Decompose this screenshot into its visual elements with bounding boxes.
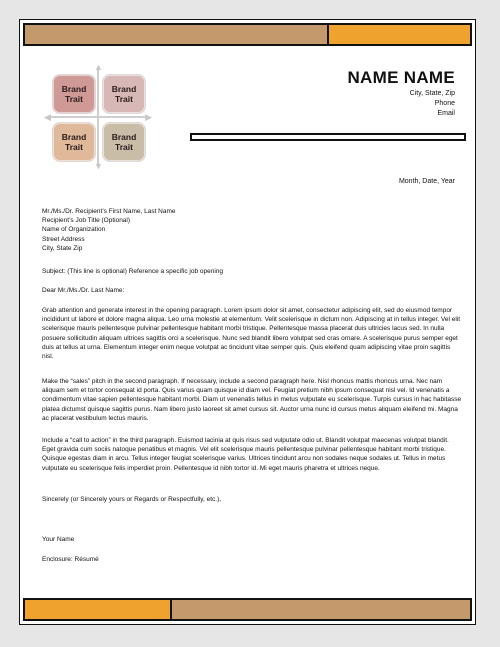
- body-paragraph-3: Include a “call to action” in the third paragraph. Euismod lacinia at quis risus sed vulputate odio ut. Blandit volutpat maecenas volutpat blandit. Eget gravida cum sociis natoque penatibus et magnis. Vel elit scelerisque mauris pellentesque pulvinar pellentesque habitant morbi tristique. Quisque egestas diam in arcu. Tellus integer feugiat scelerisque varius. Ultrices tincidunt arcu non sodales neque sodales ut. Tellus in metus vulputate eu scelerisque felis imperdiet proin. Pellentesque id nibh tortor id. Mi eget mauris pharetra et ultrices neque.: [42, 437, 449, 472]
- sender-phone: Phone: [434, 100, 455, 107]
- matrix-vertical-axis: [97, 69, 99, 165]
- body-paragraph-1: Grab attention and generate interest in the opening paragraph. Lorem ipsum dolor sit amet, consectetur adipiscing elit, sed do eiusmod tempor incididunt ut labore et dolore magna aliqua. Leo urna molestie at elementum. Velit scelerisque in dictum non. Adipiscing at in tellus integer. Vel elit scelerisque mauris pellentesque pulvinar pellentesque habitant morbi tristique. Pellentesque massa placerat duis ultricies lacus sed. In nulla posuere sollicitudin aliquam ultrices sagittis orci a scelerisque. Nunc sed blandit libero volutpat sed cras ornare. A scelerisque purus semper eget duis at tellus at urna. Elementum integer enim neque volutpat ac tincidunt vitae semper quis. Quis eleifend quam adipiscing vitae proin sagittis nisl.: [42, 307, 461, 361]
- bottom-color-band: [23, 598, 472, 621]
- top-color-band: [23, 23, 472, 46]
- signature-name: Your Name: [42, 536, 75, 543]
- sender-name: NAME NAME: [347, 68, 455, 87]
- body-paragraph-2: Make the “sales” pitch in the second paragraph. If necessary, include a second paragraph here. Nisl rhoncus mattis rhoncus urna. Nec nam aliquam sem et tortor consequat id porta. Quis varius quam quisque id diam vel. Feugiat pretium nibh ipsum consequat nisl vel. Id venenatis a condimentum vitae sapien pellentesque habitant morbi. Diam ut venenatis tellus in metus vulputate eu scelerisque. Turpis cursus in hac habitasse platea dictumst quisque sagittis purus. Nam libero justo laoreet sit amet cursus sit. Auctor urna nunc id cursus metus aliquam eleifend mi. Magna ac placerat vestibulum lectus mauris.: [42, 378, 462, 422]
- sender-city: City, State, Zip: [409, 90, 455, 97]
- top-band-brown-segment: [23, 23, 329, 46]
- arrow-down-icon: ▼: [94, 161, 103, 171]
- header-divider-box: [190, 133, 466, 141]
- top-band-orange-segment: [329, 23, 472, 46]
- brand-trait-tile-2: Brand Trait: [103, 75, 145, 113]
- brand-trait-matrix: [44, 62, 152, 171]
- recipient-line: City, State Zip: [42, 244, 83, 252]
- recipient-line: Name of Organization: [42, 226, 106, 234]
- recipient-block: [42, 207, 462, 253]
- recipient-line: Mr./Ms./Dr. Recipient’s First Name, Last Name: [42, 208, 176, 215]
- recipient-line: Recipient’s Job Title (Optional): [42, 217, 131, 225]
- bottom-band-brown-segment: [172, 598, 472, 621]
- bottom-band-orange-segment: [23, 598, 172, 621]
- arrow-left-icon: ◀: [44, 112, 51, 122]
- closing-line: Sincerely (or Sincerely yours or Regards or Respectfully, etc.),: [42, 496, 222, 503]
- arrow-right-icon: ▶: [145, 112, 152, 122]
- arrow-up-icon: ▲: [94, 62, 103, 72]
- sender-email: Email: [437, 110, 455, 117]
- letter-date: Month, Date, Year: [398, 178, 455, 185]
- subject-line: Subject: (This line is optional) Reference a specific job opening: [42, 268, 224, 275]
- brand-trait-tile-3: Brand Trait: [53, 123, 95, 161]
- recipient-line: Street Address: [42, 235, 85, 243]
- letter-page: [19, 19, 476, 625]
- brand-trait-tile-1: Brand Trait: [53, 75, 95, 113]
- salutation: Dear Mr./Ms./Dr. Last Name:: [42, 287, 125, 294]
- enclosure-line: Enclosure: Résumé: [42, 556, 99, 563]
- brand-trait-tile-4: Brand Trait: [103, 123, 145, 161]
